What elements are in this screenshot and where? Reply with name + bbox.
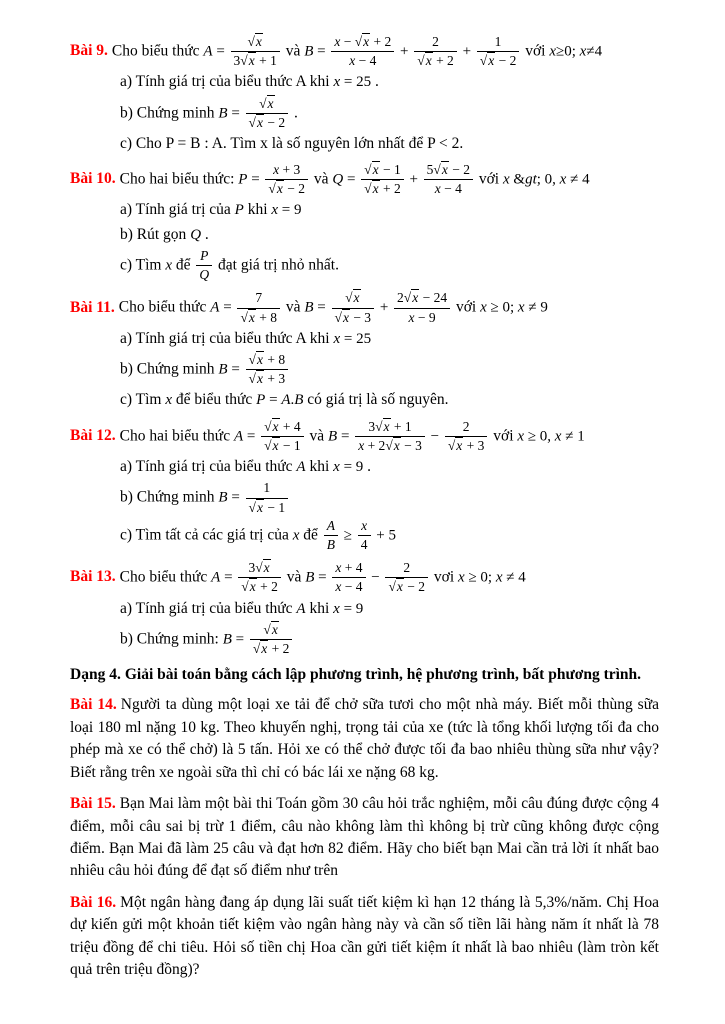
math-run: x &gt; 0, x ≠ 4 (502, 171, 590, 188)
radical-sign: √ (388, 579, 396, 595)
fraction-numerator (231, 34, 280, 52)
sqrt-content: x (272, 437, 279, 453)
fraction (246, 96, 289, 131)
math-run: A (296, 600, 306, 617)
math-run: + (458, 43, 475, 60)
radical-sign: √ (240, 309, 248, 325)
sqrt-content: x (353, 290, 360, 306)
radical-sign: √ (252, 641, 261, 657)
fraction-denominator: x − 4 (335, 579, 363, 595)
radical-sign: √ (354, 34, 363, 49)
fraction (238, 560, 281, 595)
text-run: để (299, 526, 322, 544)
text-run: với (474, 170, 503, 188)
problem-subitem (120, 224, 659, 246)
sqrt-expression (404, 290, 419, 305)
radical-sign: √ (364, 162, 372, 178)
fraction (324, 518, 338, 553)
problem-bai-11 (70, 290, 659, 411)
fraction (385, 560, 428, 595)
fraction-numerator: 2 (385, 560, 428, 578)
problem-subitem (120, 248, 659, 283)
radical-sign: √ (259, 95, 267, 111)
math-run: ≥ (340, 527, 356, 544)
radical-sign: √ (433, 162, 441, 178)
sqrt-expression (335, 310, 350, 325)
text-run: a) Tính giá trị của biểu thức (120, 458, 297, 476)
sqrt-expression (385, 438, 400, 453)
math-run: + (396, 43, 413, 60)
sqrt-content: x (412, 290, 419, 306)
sqrt-content: x (256, 352, 263, 368)
text-run: b) Chứng minh (120, 103, 219, 121)
sqrt-content: x (255, 34, 262, 49)
sqrt-expression (268, 181, 283, 196)
word-problem-text: Bạn Mai làm một bài thi Toán gồm 30 câu hỏi trắc nghiệm, mỗi câu đúng được cộng 4 điểm, mỗi câu sai bị trừ 1 điểm, câu nào không làm thì không bị trừ cũng không được cộng điểm. Bạn Mai đã làm 25 câu và đạt hơn 82 điểm. Hãy cho biết bạn Mai cần trả lời ít nhất bao nhiêu câu hỏi đúng để đạt số điểm như trên (70, 795, 659, 880)
radical-sign: √ (264, 418, 272, 434)
problem-bai-13 (70, 560, 659, 657)
fraction-denominator: √x + 2 (417, 53, 454, 69)
math-run: x = 9 (271, 202, 302, 219)
math-run: B = (305, 569, 331, 586)
fraction (394, 290, 450, 325)
radical-sign: √ (334, 309, 342, 325)
text-run: a) Tính giá trị của biểu thức (120, 599, 297, 617)
fraction (261, 419, 304, 454)
fraction-numerator: 1 (477, 34, 520, 52)
math-run: x = 9 (333, 600, 364, 617)
fraction-denominator: √x − 3 (334, 309, 372, 325)
problem-subitem (120, 480, 659, 515)
math-run: B = (304, 299, 330, 316)
problem-label: Bài 15. (70, 795, 116, 813)
fraction-numerator: √x + 4 (261, 419, 304, 437)
math-run: A = (233, 427, 260, 444)
sqrt-expression (375, 419, 390, 434)
problem-bai-10 (70, 162, 659, 283)
radical-sign: √ (375, 418, 383, 434)
sqrt-expression (480, 53, 495, 68)
document-content (70, 34, 659, 982)
problem-subitem (120, 199, 659, 221)
text-run: với (521, 42, 550, 60)
sqrt-content: x (441, 162, 448, 178)
fraction-numerator: x (358, 518, 371, 536)
text-run: c) Tìm (120, 256, 166, 274)
math-run: − (426, 427, 443, 444)
fraction-denominator: √x − 2 (268, 181, 305, 197)
sqrt-expression (249, 352, 264, 367)
fraction-denominator: √x − 2 (248, 114, 286, 130)
section-heading-text: Giải bài toán bằng cách lập phương trình, hệ phương trình, bất phương trình. (124, 666, 642, 684)
fraction-numerator: 3√x + 1 (355, 419, 425, 437)
fraction (358, 518, 371, 553)
radical-sign: √ (248, 371, 256, 387)
math-run: B = (222, 631, 248, 648)
fraction-denominator: √x + 2 (252, 641, 290, 657)
fraction (237, 290, 280, 325)
sqrt-content: x (256, 371, 263, 387)
math-run: B = (218, 104, 244, 121)
radical-sign: √ (345, 290, 353, 306)
fraction-denominator: x − 9 (408, 309, 436, 325)
problem-label: Dạng 4. (70, 666, 121, 684)
sqrt-expression (264, 419, 279, 434)
sqrt-expression (249, 371, 264, 386)
problem-subitem (120, 622, 659, 657)
radical-sign: √ (255, 560, 263, 576)
radical-sign: √ (264, 437, 272, 453)
sqrt-expression (249, 500, 264, 515)
fraction-numerator: x + 4 (332, 560, 365, 578)
text-run: với (452, 298, 481, 316)
fraction-numerator: A (324, 518, 338, 536)
fraction (477, 34, 520, 69)
problem-subitem (120, 598, 659, 620)
problem-label: Bài 13. (70, 568, 116, 586)
fraction-denominator: √x + 3 (447, 437, 485, 453)
problem-statement (70, 560, 659, 595)
sqrt-expression (249, 115, 264, 130)
fraction-numerator: 2 (445, 419, 488, 437)
text-run: Cho hai biểu thức (119, 426, 234, 444)
fraction (445, 419, 488, 454)
math-run: x = 25 (333, 74, 372, 91)
fraction-denominator: B (326, 536, 336, 552)
sqrt-content: x (363, 34, 370, 49)
fraction (265, 162, 308, 197)
math-run: A = (211, 569, 237, 586)
fraction-denominator: x − 4 (349, 53, 377, 69)
fraction-numerator: x − √x + 2 (331, 34, 394, 52)
word-problem-text: Người ta dùng một loại xe tải để chở sữa tươi cho một nhà máy. Biết mỗi thùng sữa loại 180 ml nặng 10 kg. Theo khuyến nghị, trọng tải của xe (tức là tổng khối lượng tối đa cho phép mà xe có thể chở) là 5 tấn. Hỏi xe có thể chở được tối đa bao nhiêu thùng sữa như vậy? Biết rằng trên xe ngoài sữa thì chỉ có bác lái xe nặng 68 kg. (70, 696, 659, 781)
math-run: x (292, 527, 300, 544)
sqrt-content: x (248, 309, 255, 325)
text-run: khi (243, 201, 272, 219)
fraction-denominator: x − 4 (434, 181, 462, 197)
radical-sign: √ (248, 499, 256, 515)
word-problem-bai-14 (70, 694, 659, 784)
math-run: x (165, 257, 173, 274)
radical-sign: √ (240, 53, 248, 69)
fraction (414, 34, 457, 69)
fraction-denominator: √x + 3 (248, 371, 286, 387)
fraction (332, 290, 375, 325)
problem-label: Bài 12. (70, 426, 116, 444)
sqrt-expression (253, 641, 268, 656)
sqrt-expression (247, 34, 262, 49)
math-run: x≥0; x≠4 (549, 43, 603, 60)
math-run: − (367, 569, 384, 586)
text-run: b) Chứng minh (120, 360, 219, 378)
text-run: khi (305, 599, 334, 617)
problem-label: Bài 16. (70, 893, 117, 911)
word-problem-text: Một ngân hàng đang áp dụng lãi suất tiết kiệm kì hạn 12 tháng là 5,3%/năm. Chị Hoa dự kiến gửi một khoản tiết kiệm vào ngân hàng này và cần số tiền lãi hàng năm ít nhất là 78 triệu đồng để chi tiêu. Hỏi số tiền chị Hoa cần gửi tiết kiệm ít nhất là bao nhiêu (làm tròn kết quả trên triệu đồng)? (70, 893, 659, 979)
section-heading-dang-4 (70, 664, 659, 686)
sqrt-content: x (248, 53, 255, 69)
radical-sign: √ (417, 53, 425, 69)
problem-bai-12 (70, 419, 659, 553)
sqrt-content: x (271, 621, 278, 637)
fraction-numerator (246, 96, 289, 114)
text-run: khi (305, 458, 334, 476)
math-run: B = (304, 43, 330, 60)
math-run: x = 9 (333, 459, 364, 476)
text-run: với (489, 426, 518, 444)
math-run: + (376, 299, 393, 316)
text-run: vơi (430, 568, 459, 586)
sqrt-content: x (372, 181, 379, 197)
fraction-denominator: √x − 1 (248, 499, 286, 515)
sqrt-expression (364, 162, 379, 177)
radical-sign: √ (263, 621, 271, 637)
fraction-numerator: x + 3 (265, 162, 308, 180)
sqrt-expression (355, 34, 370, 49)
sqrt-content: x (276, 181, 283, 197)
word-problem-bai-15 (70, 793, 659, 883)
sqrt-expression (388, 579, 403, 594)
problem-subitem (120, 133, 659, 155)
sqrt-content: x (256, 499, 263, 515)
text-run: c) Tìm tất cả các giá trị của (120, 526, 293, 544)
text-run: . (290, 103, 298, 121)
text-run: Cho biểu thức (111, 42, 204, 60)
sqrt-expression (259, 96, 274, 111)
radical-sign: √ (268, 181, 276, 197)
sqrt-content: x (488, 53, 495, 69)
sqrt-expression (255, 560, 270, 575)
math-run: P = A.B (256, 392, 304, 409)
sqrt-content: x (383, 418, 390, 434)
fraction (246, 480, 289, 515)
text-run: . (201, 225, 209, 243)
problem-subitem (120, 389, 659, 411)
problem-subitem (120, 352, 659, 387)
fraction (332, 560, 365, 595)
math-run: P (234, 202, 244, 219)
problem-subitem (120, 328, 659, 350)
radical-sign: √ (403, 290, 412, 306)
sqrt-content: x (396, 579, 403, 595)
text-run: b) Chứng minh: (120, 630, 223, 648)
fraction-numerator: P (196, 248, 212, 266)
fraction-numerator: 1 (246, 480, 289, 498)
radical-sign: √ (479, 53, 488, 69)
text-run: và (281, 298, 305, 316)
problem-label: Bài 10. (70, 170, 116, 188)
text-run: a) Tính giá trị của (120, 201, 235, 219)
fraction-numerator: 5√x − 2 (424, 162, 473, 180)
fraction-denominator: √x − 2 (388, 579, 426, 595)
fraction-denominator: √x − 2 (479, 53, 517, 69)
sqrt-content: x (425, 53, 432, 69)
fraction-numerator: √x − 1 (361, 162, 404, 180)
sqrt-expression (345, 290, 360, 305)
sqrt-content: x (372, 162, 379, 178)
text-run: . (371, 73, 379, 91)
math-run: B = (218, 361, 244, 378)
fraction (424, 162, 473, 197)
text-run: và (282, 568, 306, 586)
math-run: A (296, 459, 306, 476)
fraction-numerator: 2 (414, 34, 457, 52)
math-run: Q (190, 226, 202, 243)
fraction-numerator: √x + 8 (246, 352, 289, 370)
sqrt-content: x (456, 437, 463, 453)
math-run: + (405, 171, 422, 188)
math-run: B = (328, 427, 354, 444)
problem-subitem (120, 71, 659, 93)
text-run: c) Cho P = B : A. Tìm x là số nguyên lớn nhất để P < 2. (120, 135, 464, 153)
fraction-denominator: 3√x + 1 (233, 53, 277, 69)
fraction-denominator: 4 (360, 536, 368, 552)
sqrt-content: x (263, 560, 270, 576)
fraction-denominator: √x − 1 (264, 437, 301, 453)
text-run: và (281, 42, 305, 60)
text-run: Cho hai biểu thức: (119, 170, 239, 188)
fraction (246, 352, 289, 387)
problem-label: Bài 14. (70, 696, 117, 714)
problem-label: Bài 9. (70, 42, 108, 60)
fraction (361, 162, 404, 197)
fraction-numerator: 7 (237, 290, 280, 308)
sqrt-expression (241, 579, 256, 594)
text-run: . (363, 458, 372, 476)
problem-subitem (120, 518, 659, 553)
math-run: x ≥ 0; x ≠ 9 (480, 299, 548, 316)
problem-subitem (120, 96, 659, 131)
sqrt-expression (448, 438, 463, 453)
fraction-numerator (332, 290, 375, 308)
sqrt-content: x (272, 418, 279, 434)
math-run: x = 25 (333, 330, 372, 347)
text-run: đạt giá trị nhỏ nhất. (214, 256, 339, 274)
sqrt-content: x (256, 114, 263, 130)
text-run: b) Rút gọn (120, 225, 191, 243)
sqrt-expression (417, 53, 432, 68)
text-run: và (309, 170, 333, 188)
sqrt-content: x (261, 641, 268, 657)
math-run: B = (218, 489, 244, 506)
sqrt-expression (240, 310, 255, 325)
sqrt-expression (433, 162, 448, 177)
text-run: Cho biểu thức (119, 568, 212, 586)
fraction-denominator: √x + 8 (240, 309, 277, 325)
problem-subitem (120, 456, 659, 478)
problem-statement (70, 290, 659, 325)
sqrt-expression (364, 181, 379, 196)
text-run: c) Tìm (120, 391, 166, 409)
fraction (355, 419, 425, 454)
problem-statement (70, 419, 659, 454)
text-run: a) Tính giá trị của biểu thức A khi (120, 73, 334, 91)
math-run: x ≥ 0, x ≠ 1 (517, 427, 585, 444)
text-run: a) Tính giá trị của biểu thức A khi (120, 329, 334, 347)
sqrt-expression (240, 53, 255, 68)
radical-sign: √ (447, 437, 456, 453)
text-run: và (305, 426, 329, 444)
radical-sign: √ (248, 114, 256, 130)
radical-sign: √ (241, 579, 249, 595)
math-run: Q = (332, 171, 360, 188)
sqrt-content: x (393, 437, 400, 453)
math-run: x ≥ 0; x ≠ 4 (458, 569, 526, 586)
sqrt-expression (264, 438, 279, 453)
sqrt-content: x (249, 579, 256, 595)
fraction-numerator: 3√x (238, 560, 281, 578)
math-run: + 5 (372, 527, 396, 544)
sqrt-content: x (342, 309, 349, 325)
text-run: để biểu thức (172, 391, 257, 409)
problem-statement (70, 34, 659, 69)
fraction-denominator: Q (199, 267, 210, 283)
sqrt-content: x (267, 95, 274, 111)
fraction-numerator (250, 622, 293, 640)
math-run: P = (238, 171, 264, 188)
radical-sign: √ (364, 181, 372, 197)
text-run: Cho biểu thức (118, 298, 211, 316)
problem-bai-9 (70, 34, 659, 155)
math-run: x (165, 392, 173, 409)
radical-sign: √ (248, 352, 256, 368)
word-problem-bai-16 (70, 892, 659, 982)
fraction (250, 622, 293, 657)
math-run: A = (210, 299, 236, 316)
fraction-numerator: 2√x − 24 (394, 290, 450, 308)
fraction-denominator: √x + 2 (241, 579, 278, 595)
fraction-denominator: √x + 2 (364, 181, 401, 197)
text-run: có giá trị là số nguyên. (303, 391, 449, 409)
fraction (331, 34, 394, 69)
radical-sign: √ (247, 34, 255, 49)
problem-statement (70, 162, 659, 197)
radical-sign: √ (385, 437, 393, 453)
sqrt-expression (263, 622, 278, 637)
text-run: b) Chứng minh (120, 488, 219, 506)
fraction-denominator: x + 2√x − 3 (358, 437, 422, 453)
problem-label: Bài 11. (70, 298, 115, 316)
fraction (196, 248, 212, 283)
math-run: A = (203, 43, 229, 60)
text-run: để (172, 256, 195, 274)
fraction (231, 34, 280, 69)
